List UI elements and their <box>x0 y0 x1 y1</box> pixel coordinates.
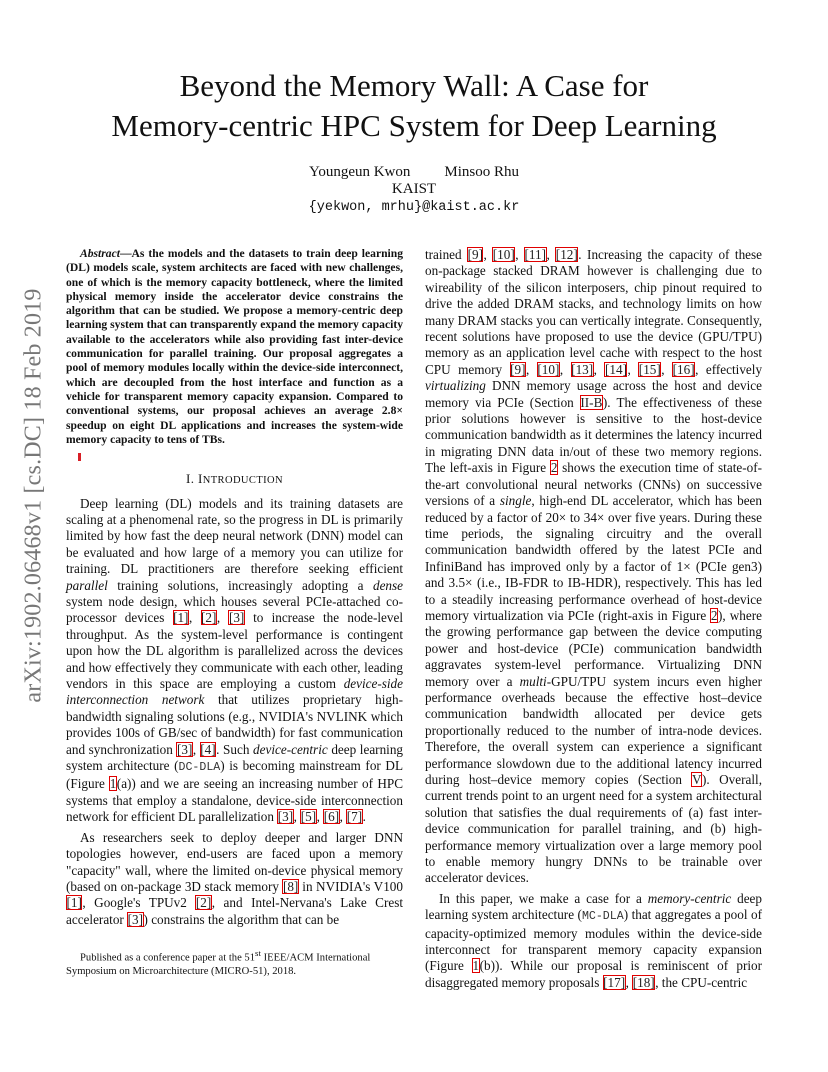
figure-link[interactable]: 1 <box>109 776 117 792</box>
acronym-dc-dla: DC-DLA <box>178 761 221 775</box>
right-column <box>425 247 762 995</box>
citation-link[interactable]: [15] <box>638 361 661 377</box>
title-line-2: Memory-centric HPC System for Deep Learning <box>111 108 717 143</box>
acronym-mc-dla: MC-DLA <box>581 910 624 924</box>
citation-link[interactable]: [18] <box>632 974 655 990</box>
section-link[interactable]: V <box>691 772 702 787</box>
citation-link[interactable]: [12] <box>555 247 578 262</box>
intro-paragraph-2-continued: trained [9], [10], [11], [12]. Increasing the capacity of these on-package stacked DRAM however is challenging due to wireability of the silicon interposers, chip pinout required to drive the added DRAM stacks, and technology limits on how many DRAM stacks you can vertically integrate. Consequently, recent solutions have proposed to use the device (GPU/TPU) memory as an application level cache with respect to the host CPU memory [9], [10], [13], [14], [15], [16], effectively virtualizing DNN memory usage across the host and device memory via PCIe (Section II-B). The effectiveness of these prior solutions however is sensitive to the host-device communication bandwidth as it determines the latency incurred in migrating DNN data in/out of these two memory regions. The left-axis in Figure 2 shows the execution time of state-of-the-art convolutional neural networks (CNNs) on successive versions of a single, high-end DL accelerator, which has been reduced by a factor of 20× to 34× over five years. During these time periods, the signaling circuitry and the overall communication bandwidth offered by the latest PCIe and InfiniBand has improved only by a factor of 1× (PCIe gen3) and 3.5× (i.e., IB-FDR to IB-HDR), respectively. This has led to a steadily increasing performance overhead of host-device memory virtualization via PCIe (right-axis in Figure 2), where the growing performance gap between the device computing power and host-device (PCIe) communication bandwidth aggravates system-level performance. Virtualizing DNN memory over a multi-GPU/TPU system incurs even higher performance overheads because the effective host–device communication bandwidth allocated per device gets proportionally reduced to the number of intra-node devices. Therefore, the overall system can experience a significant performance slowdown due to the additional latency incurred during host–device memory copies (Section V). Overall, current trends point to an urgent need for a system architectural solution that satisfies the dual requirements of (a) fast inter-device communication for parallel training, and (b) high-performance memory virtualization over a large memory pool to enable memory hungry DNNs to be trainable over accelerator devices. <box>425 247 763 886</box>
figure-link[interactable]: 1 <box>472 958 480 974</box>
citation-link[interactable]: [2] <box>195 895 212 911</box>
paper-title <box>60 66 768 146</box>
citation-link[interactable]: [9] <box>510 361 526 377</box>
arxiv-identifier-stamp <box>14 282 54 703</box>
intro-paragraph-1: Deep learning (DL) models and its training datasets are scaling at a phenomenal rate, so the progress in DL is primarily limited by how fast the deep neural network (DNN) model can be evaluated and how large of a memory you can utilize for training. DL practitioners are therefore seeking efficient parallel training solutions, increasingly adopting a dense system node design, which houses several PCIe-attached co-processor devices [1], [2], [3] to increase the node-level throughput. As the system-level performance is contingent upon how the DL algorithm is parallelized across the devices and how effectively they communicate with each other, leading vendors in this space are employing a custom device-side interconnection network that utilizes proprietary high-bandwidth signaling solutions (e.g., NVIDIA's NVLINK which provides 100s of GB/sec of bandwidth) for fast communication and synchronization [3], [4]. Such device-centric deep learning system architecture (DC-DLA) is becoming mainstream for DL (Figure 1(a)) and we are seeing an increasing number of HPC systems that employ a standalone, device-side interconnection network for efficient DL parallelization [3], [5], [6], [7]. <box>66 495 404 825</box>
red-marker <box>78 453 81 461</box>
citation-link[interactable]: [6] <box>323 809 340 825</box>
intro-paragraph-2: As researchers seek to deploy deeper and larger DNN topologies however, end-users are faced upon a memory "capacity" wall, where the limited on-device physical memory (based on on-package 3D stack memory [8] in NVIDIA's V100 [1], Google's TPUv2 [2], and Intel-Nervana's Lake Crest accelerator [3]) constrains the algorithm that can be <box>66 829 403 927</box>
abstract <box>66 247 403 447</box>
citation-link[interactable]: [3] <box>127 911 144 927</box>
citation-link[interactable]: [8] <box>282 878 299 894</box>
section-title-initial: I <box>198 471 203 487</box>
citation-link[interactable]: [16] <box>672 361 695 377</box>
abstract-text: As the models and the datasets to train deep learning (DL) models scale, system architects are faced with new challenges, one of which is the memory capacity bottleneck, where the limited physical memory inside the accelerator device constrains the algorithm that can be studied. We propose a memory-centric deep learning system that can transparently expand the memory capacity available to the accelerators while also providing fast inter-device communication for parallel training. Our proposal aggregates a pool of memory modules locally within the device-side interconnect, which are decoupled from the host interface and function as a vehicle for transparent memory capacity expansion. Compared to conventional systems, our proposal achieves an average 2.8× speedup on eight DL applications and increases the system-wide memory capacity to tens of TBs. <box>66 247 403 446</box>
citation-link[interactable]: [3] <box>176 741 193 757</box>
citation-link[interactable]: [3] <box>228 610 245 626</box>
author-email: {yekwon, mrhu}@kaist.ac.kr <box>308 200 520 215</box>
author-name: Youngeun Kwon <box>308 164 411 180</box>
citation-link[interactable]: [9] <box>467 247 483 262</box>
citation-link[interactable]: [1] <box>66 895 82 911</box>
citation-link[interactable]: [7] <box>346 809 363 825</box>
abstract-label: Abstract <box>80 247 120 260</box>
citation-link[interactable]: [17] <box>603 974 626 990</box>
citation-link[interactable]: [11] <box>524 247 547 262</box>
citation-link[interactable]: [14] <box>604 361 627 377</box>
section-title-rest: NTRODUCTION <box>202 475 283 487</box>
title-line-1: Beyond the Memory Wall: A Case for <box>179 68 649 103</box>
citation-link[interactable]: [13] <box>571 361 594 377</box>
citation-link[interactable]: [5] <box>300 809 317 825</box>
intro-paragraph-3: In this paper, we make a case for a memory-centric deep learning system architecture (MC-DLA) that aggregates a pool of capacity-optimized memory modules within the device-side interconnect for transparent memory capacity expansion (Figure 1(b)). While our proposal is reminiscent of prior disaggregated memory proposals [17], [18], the CPU-centric <box>425 890 762 990</box>
author-affiliation: KAIST <box>391 181 437 197</box>
section-number: I. <box>185 471 195 487</box>
left-column <box>66 247 403 932</box>
citation-link[interactable]: [2] <box>201 610 217 626</box>
section-heading <box>66 471 403 489</box>
citation-link[interactable]: [1] <box>173 610 189 626</box>
abstract-dash: — <box>119 247 132 260</box>
citation-link[interactable]: [3] <box>277 809 294 825</box>
section-link[interactable]: II-B <box>580 394 603 410</box>
arxiv-id-text[interactable]: arXiv:1902.06468v1 [cs.DC] 18 Feb 2019 <box>20 288 47 703</box>
author-name: Minsoo Rhu <box>444 164 519 180</box>
figure-link[interactable]: 2 <box>710 607 718 623</box>
citation-link[interactable]: [10] <box>492 247 515 262</box>
citation-link[interactable]: [4] <box>200 741 216 757</box>
footnote: Published as a conference paper at the 51st IEEE/ACM International Symposium on Microarchitecture (MICRO-51), 2018. <box>66 948 371 977</box>
figure-link[interactable]: 2 <box>550 460 558 476</box>
citation-link[interactable]: [10] <box>537 361 560 377</box>
